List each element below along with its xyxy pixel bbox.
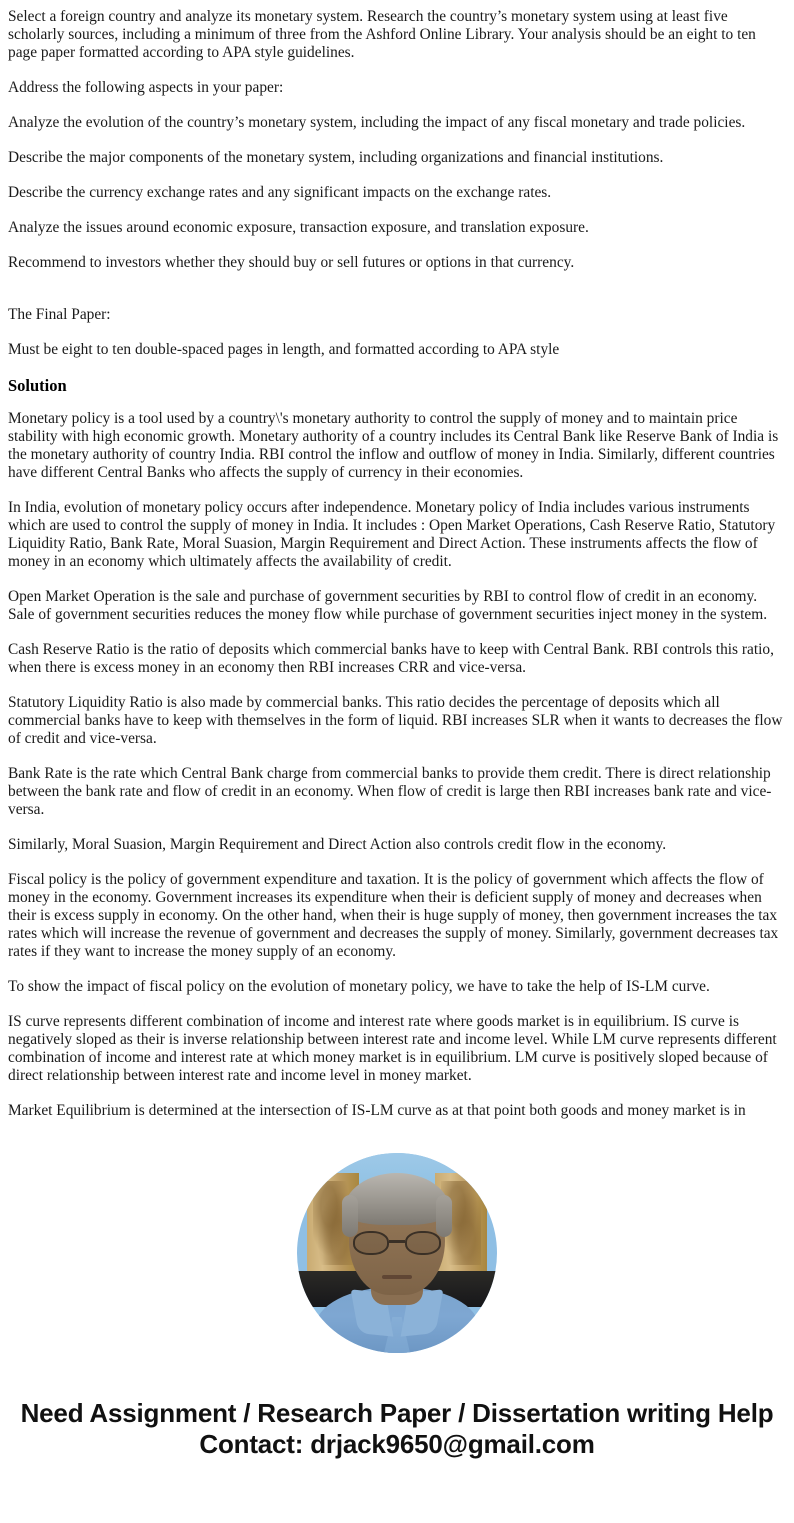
section-spacer (8, 289, 786, 306)
solution-paragraph: Similarly, Moral Suasion, Margin Requirement and Direct Action also controls credit flow in the economy. (8, 836, 667, 853)
avatar (297, 1153, 497, 1353)
final-paper-label: The Final Paper: (8, 306, 111, 323)
photo-lens-right (405, 1231, 441, 1255)
solution-paragraph-truncated: Market Equilibrium is determined at the intersection of IS-LM curve as at that point both goods and money market is in (8, 1102, 746, 1119)
photo-glasses-bridge (389, 1240, 405, 1243)
solution-paragraph: Open Market Operation is the sale and purchase of government securities by RBI to control flow of credit in an economy. Sale of government securities reduces the money flow while purchase of government securities inject money in the system. (8, 588, 768, 623)
promo-block (0, 1398, 794, 1460)
assignment-paragraph: Analyze the issues around economic exposure, transaction exposure, and translation exposure. (8, 219, 589, 236)
assignment-paragraph: Describe the major components of the monetary system, including organizations and financial institutions. (8, 149, 664, 166)
solution-paragraph: Bank Rate is the rate which Central Bank charge from commercial banks to provide them credit. There is direct relationship between the bank rate and flow of credit in an economy. When flow of credit is large then RBI increases bank rate and vice-versa. (8, 765, 772, 818)
promo-contact: Contact: drjack9650@gmail.com (199, 1429, 595, 1459)
assignment-paragraph: Recommend to investors whether they should buy or sell futures or options in that currency. (8, 254, 575, 271)
promo-headline: Need Assignment / Research Paper / Dissertation writing Help (20, 1398, 774, 1428)
solution-paragraph: Monetary policy is a tool used by a country\'s monetary authority to control the supply of money and to maintain price stability with high economic growth. Monetary authority of a country includes its Central Bank like Reserve Bank of India is the monetary authority of country India. RBI control the inflow and outflow of money in India. Similarly, different countries have different Central Banks who affects the supply of currency in their economies. (8, 410, 779, 481)
portrait-photo (297, 1153, 497, 1353)
solution-paragraph: Fiscal policy is the policy of government expenditure and taxation. It is the policy of government which affects the flow of money in the economy. Government increases its expenditure when their is deficient supply of money and decreases when their is excess supply in economy. On the other hand, when their is huge supply of money, then government increases the tax rates which will increase the revenue of government and decreases the supply of money. Similarly, government decreases tax rates if they want to increase the money supply of an economy. (8, 871, 779, 960)
photo-lens-left (353, 1231, 389, 1255)
assignment-paragraph: Analyze the evolution of the country’s monetary system, including the impact of any fiscal monetary and trade policies. (8, 114, 746, 131)
final-paper-requirement: Must be eight to ten double-spaced pages in length, and formatted according to APA style (8, 341, 560, 358)
solution-paragraph: Cash Reserve Ratio is the ratio of deposits which commercial banks have to keep with Central Bank. RBI controls this ratio, when there is excess money in an economy then RBI increases CRR and vice-versa. (8, 641, 774, 676)
photo-mouth (382, 1275, 412, 1279)
solution-paragraph: IS curve represents different combination of income and interest rate where goods market is in equilibrium. IS curve is negatively sloped as their is inverse relationship between interest rate and income level. While LM curve represents different combination of income and interest rate at which money market is in equilibrium. LM curve is positively sloped because of direct relationship between interest rate and income level in money market. (8, 1013, 777, 1084)
solution-paragraph: To show the impact of fiscal policy on the evolution of monetary policy, we have to take the help of IS-LM curve. (8, 978, 710, 995)
assignment-paragraph: Select a foreign country and analyze its monetary system. Research the country’s monetary system using at least five scholarly sources, including a minimum of three from the Ashford Online Library. Your analysis should be an eight to ten page paper formatted according to APA style guidelines. (8, 8, 756, 61)
eyeglasses-icon (353, 1231, 441, 1255)
assignment-paragraph: Describe the currency exchange rates and any significant impacts on the exchange rates. (8, 184, 552, 201)
solution-paragraph: In India, evolution of monetary policy occurs after independence. Monetary policy of India includes various instruments which are used to control the supply of money in India. It includes : Open Market Operations, Cash Reserve Ratio, Statutory Liquidity Ratio, Bank Rate, Moral Suasion, Margin Requirement and Direct Action. These instruments affects the flow of money in an economy which ultimately affects the availability of credit. (8, 499, 776, 570)
assignment-paragraph: Address the following aspects in your paper: (8, 79, 284, 96)
solution-heading: Solution (8, 376, 67, 395)
solution-paragraph: Statutory Liquidity Ratio is also made by commercial banks. This ratio decides the percentage of deposits which all commercial banks have to keep with themselves in the form of liquid. RBI increases SLR when it wants to decreases the flow of credit and vice-versa. (8, 694, 783, 747)
